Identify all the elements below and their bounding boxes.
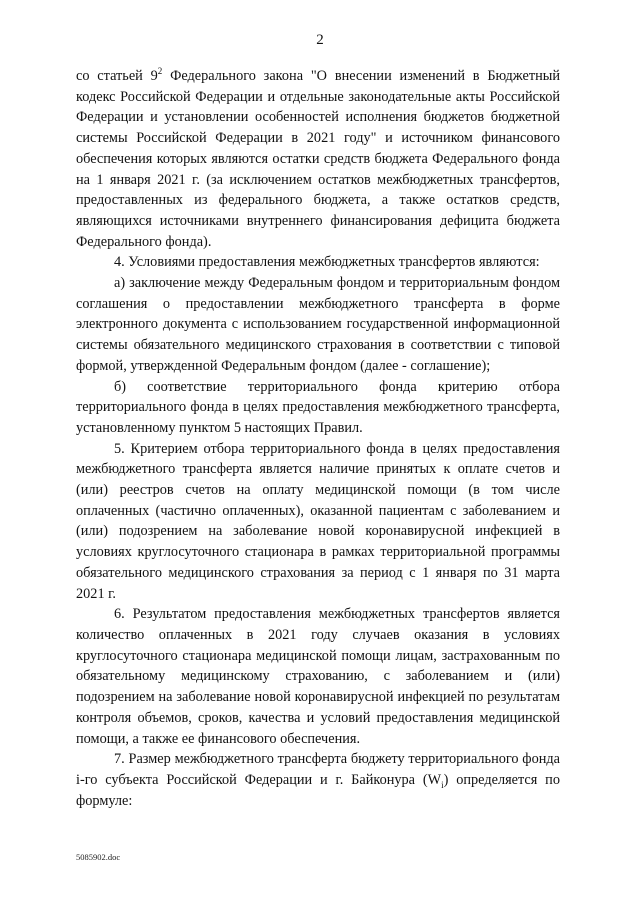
paragraph-text: 7. Размер межбюджетного трансферта бюджету территориального фонда i-го субъекта Российской Федерации и г. Байконура (W — [76, 751, 560, 788]
paragraph-subitem-b: б) соответствие территориального фонда критерию отбора территориального фонда в целях предоставления межбюджетного трансферта, установленному пунктом 5 настоящих Правил. — [76, 378, 560, 436]
paragraph-subitem-a: а) заключение между Федеральным фондом и территориальным фондом соглашения о предоставлении межбюджетного трансферта в форме электронного документа с использованием государственной информационной системы обязательного медицинского страхования в соответствии с типовой формой, утвержденной Федеральным фондом (далее - соглашение); — [76, 275, 560, 374]
paragraph-item-5: 5. Критерием отбора территориального фонда в целях предоставления межбюджетного трансферта является наличие принятых к оплате счетов и (или) реестров счетов на оплату медицинской помощи (в том числе оплаченных (частично оплаченных), оказанной пациентам с заболеванием и (или) подозрением на заболевание новой коронавирусной инфекцией в условиях круглосуточного стационара в рамках территориальной программы обязательного медицинского страхования за период с 1 января по 31 марта 2021 г. — [76, 440, 560, 602]
paragraph-text: Федерального закона "О внесении изменений в Бюджетный кодекс Российской Федерации и отдельные законодательные акты Российской Федерации и установлении особенностей исполнения бюджетов бюджетной системы Российской Федерации в 2021 году" и источником финансового обеспечения которых являются остатки средств бюджета Федерального фонда на 1 января 2021 г. (за исключением остатков межбюджетных трансфертов, предоставленных из федерального бюджета, а также остатков средств, являющихся источниками внутреннего финансирования дефицита бюджета Федерального фонда). — [76, 68, 560, 250]
document-body — [76, 66, 560, 811]
subscript: i — [441, 779, 444, 790]
paragraph-text: со статьей 9 — [76, 68, 158, 84]
page-number: 2 — [316, 32, 324, 48]
paragraph-item-6: 6. Результатом предоставления межбюджетных трансфертов является количество оплаченных в 2021 году случаев оказания в условиях круглосуточного стационара медицинской помощи лицам, застрахованным по обязательному медицинскому страхованию, с заболеванием и (или) подозрением на заболевание новой коронавирусной инфекцией по результатам контроля объемов, сроков, качества и условий предоставления медицинской помощи, а также ее финансового обеспечения. — [76, 606, 560, 747]
paragraph-text: ) определяется по формуле: — [76, 771, 560, 809]
superscript: 2 — [157, 66, 163, 77]
paragraph-item-7 — [76, 749, 560, 811]
document-footer: 5085902.doc — [76, 852, 121, 862]
paragraph-item-4: 4. Условиями предоставления межбюджетных трансфертов являются: — [114, 254, 540, 271]
paragraph-continuation — [76, 66, 560, 252]
